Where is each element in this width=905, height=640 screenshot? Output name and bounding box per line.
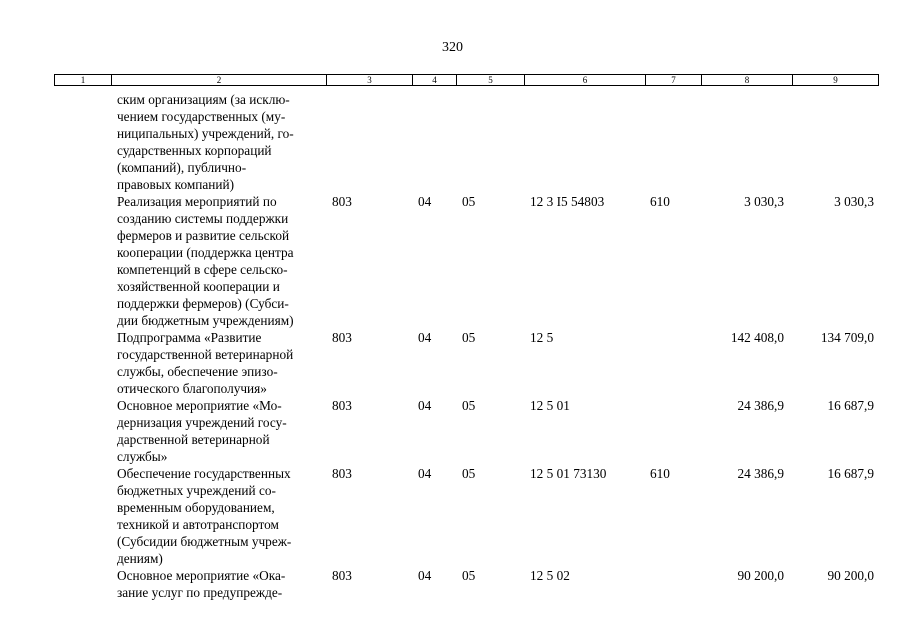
description-line: фермеров и развитие сельской	[117, 228, 290, 243]
section-code: 04	[418, 466, 432, 481]
expense-type-code: 610	[650, 466, 670, 481]
description-line: службы»	[117, 449, 168, 464]
column-header-3: 3	[327, 75, 413, 86]
description-line: чением государственных (му-	[117, 109, 286, 124]
description-line: Основное мероприятие «Мо-	[117, 398, 282, 413]
amount-year-1: 90 200,0	[737, 568, 784, 583]
description-line: отического благополучия»	[117, 381, 267, 396]
subsection-code: 05	[462, 466, 476, 481]
column-header-7: 7	[646, 75, 702, 86]
table-row	[54, 397, 878, 465]
description-line: Обеспечение государственных	[117, 466, 291, 481]
description-line: зание услуг по предупрежде-	[117, 585, 283, 600]
description-line: дарственной ветеринарной	[117, 432, 270, 447]
description-line: государственной ветеринарной	[117, 347, 294, 362]
column-header-1: 1	[55, 75, 112, 86]
description-line: правовых компаний)	[117, 177, 235, 192]
target-article-code: 12 3 I5 54803	[530, 194, 605, 209]
column-header-4: 4	[413, 75, 457, 86]
description-line: ниципальных) учреждений, го-	[117, 126, 294, 141]
description-line: кооперации (поддержка центра	[117, 245, 294, 260]
row-description	[117, 193, 329, 329]
description-line: Реализация мероприятий по	[117, 194, 277, 209]
description-line: Основное мероприятие «Ока-	[117, 568, 286, 583]
section-code: 04	[418, 330, 432, 345]
row-description	[117, 465, 329, 567]
description-line: службы, обеспечение эпизо-	[117, 364, 278, 379]
ministry-code: 803	[332, 194, 352, 209]
description-line: (Субсидии бюджетным учреж-	[117, 534, 292, 549]
description-line: дениям)	[117, 551, 163, 566]
description-line: хозяйственной кооперации и	[117, 279, 280, 294]
table-row	[54, 567, 878, 601]
column-header-6: 6	[525, 75, 646, 86]
description-line: (компаний), публично-	[117, 160, 247, 175]
column-header-9: 9	[793, 75, 879, 86]
description-line: сударственных корпораций	[117, 143, 272, 158]
description-line: дернизация учреждений госу-	[117, 415, 287, 430]
amount-year-1: 3 030,3	[744, 194, 784, 209]
description-line: компетенций в сфере сельско-	[117, 262, 288, 277]
column-header-5: 5	[457, 75, 525, 86]
amount-year-1: 142 408,0	[730, 330, 784, 345]
target-article-code: 12 5 01	[530, 398, 570, 413]
ministry-code: 803	[332, 330, 352, 345]
subsection-code: 05	[462, 568, 476, 583]
row-description	[117, 567, 329, 601]
description-line: дии бюджетным учреждениям)	[117, 313, 294, 328]
section-code: 04	[418, 194, 432, 209]
description-line: поддержки фермеров) (Субси-	[117, 296, 289, 311]
amount-year-2: 16 687,9	[827, 466, 874, 481]
description-line: ским организациям (за исклю-	[117, 92, 290, 107]
target-article-code: 12 5	[530, 330, 554, 345]
column-header-2: 2	[112, 75, 327, 86]
description-line: техникой и автотранспортом	[117, 517, 279, 532]
expense-type-code: 610	[650, 194, 670, 209]
amount-year-2: 3 030,3	[834, 194, 874, 209]
table-row	[54, 329, 878, 397]
amount-year-2: 16 687,9	[827, 398, 874, 413]
table-row	[54, 91, 878, 193]
subsection-code: 05	[462, 330, 476, 345]
ministry-code: 803	[332, 398, 352, 413]
subsection-code: 05	[462, 398, 476, 413]
subsection-code: 05	[462, 194, 476, 209]
amount-year-1: 24 386,9	[737, 398, 784, 413]
row-description	[117, 91, 329, 193]
column-header-8: 8	[702, 75, 793, 86]
amount-year-1: 24 386,9	[737, 466, 784, 481]
column-number-header	[54, 74, 879, 86]
amount-year-2: 134 709,0	[820, 330, 874, 345]
amount-year-2: 90 200,0	[827, 568, 874, 583]
description-line: Подпрограмма «Развитие	[117, 330, 262, 345]
target-article-code: 12 5 02	[530, 568, 570, 583]
section-code: 04	[418, 568, 432, 583]
target-article-code: 12 5 01 73130	[530, 466, 607, 481]
table-row	[54, 465, 878, 567]
row-description	[117, 397, 329, 465]
row-description	[117, 329, 329, 397]
description-line: созданию системы поддержки	[117, 211, 289, 226]
section-code: 04	[418, 398, 432, 413]
budget-table-body	[54, 91, 878, 601]
ministry-code: 803	[332, 568, 352, 583]
description-line: бюджетных учреждений со-	[117, 483, 276, 498]
description-line: временным оборудованием,	[117, 500, 275, 515]
ministry-code: 803	[332, 466, 352, 481]
page-number: 320	[442, 40, 463, 55]
table-row	[54, 193, 878, 329]
